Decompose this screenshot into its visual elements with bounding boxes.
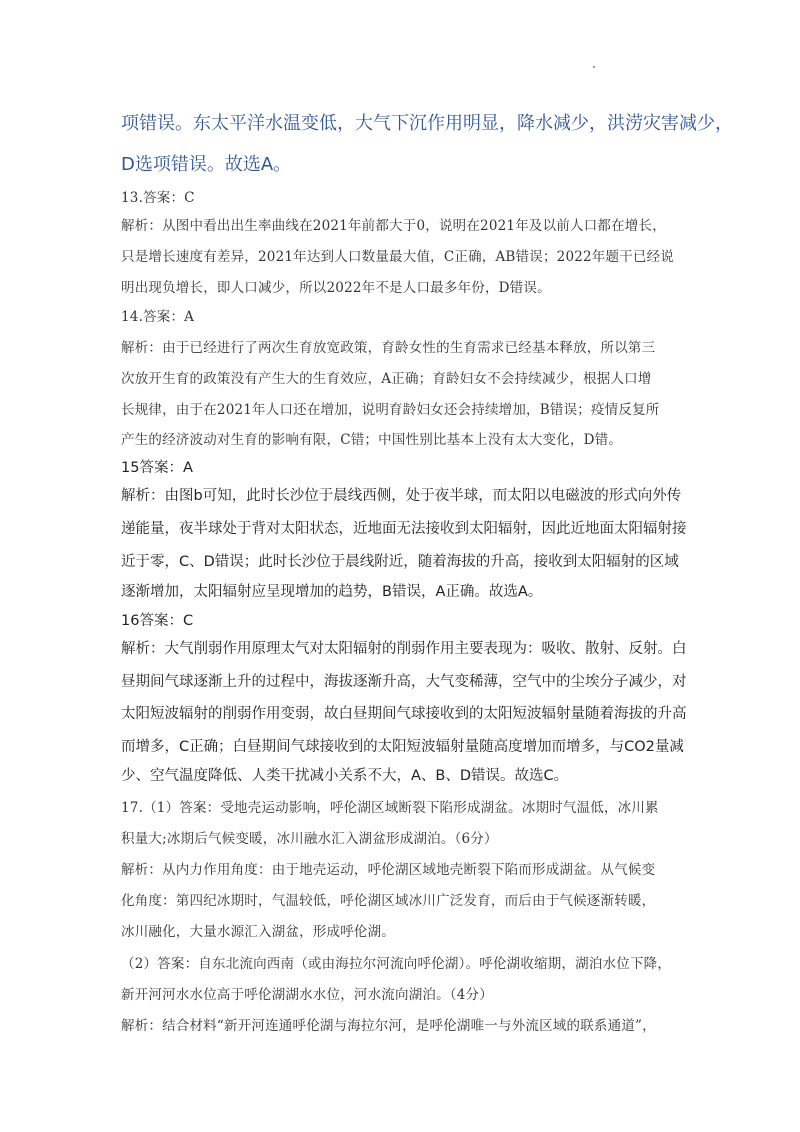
text-line: 而增多，C正确；白昼期间气球接收到的太阳短波辐射量随高度增加而增多，与CO2量减 <box>121 739 684 755</box>
text-line: 少、空气温度降低、人类干扰减小关系不大，A、B、D错误。故选C。 <box>121 768 569 784</box>
text-line: 明出现负增长，即人口减少，所以2022年不是人口最多年份，D错误。 <box>121 280 551 296</box>
text-line: 积量大;冰期后气候变暖，冰川融水汇入湖盆形成湖泊。（6分） <box>121 831 498 847</box>
answer-15-heading: 15答案：A <box>121 460 193 476</box>
text-line: 解析：由图b可知，此时长沙位于晨线西侧，处于夜半球，而太阳以电磁波的形式向外传 <box>121 488 682 504</box>
text-line: 项错误。东太平洋水温变低，大气下沉作用明显，降水减少，洪涝灾害减少， <box>121 113 733 134</box>
answer-14-heading: 14.答案：A <box>121 309 195 325</box>
page-dot <box>593 66 595 68</box>
text-line: 解析：从图中看出出生率曲线在2021年前都大于0，说明在2021年及以前人口都在增长， <box>121 218 666 234</box>
text-line: 只是增长速度有差异，2021年达到人口数量最大值，C正确，AB错误；2022年题干已经说 <box>121 249 675 265</box>
text-line: 解析：从内力作用角度：由于地壳运动，呼伦湖区域地壳断裂下陷而形成湖盆。从气候变 <box>121 862 656 878</box>
text-line: 长规律，由于在2021年人口还在增加，说明育龄妇女还会持续增加，B错误；疫情反复所 <box>121 402 660 418</box>
text-line: 次放开生育的政策没有产生大的生育效应，A正确；育龄妇女不会持续减少，根据人口增 <box>121 371 652 387</box>
text-line: 近于零，C、D错误；此时长沙位于晨线附近，随着海拔的升高，接收到太阳辐射的区域 <box>121 554 679 570</box>
answer-17-2-heading: （2）答案：自东北流向西南（或由海拉尔河流向呼伦湖）。呼伦湖收缩期，湖泊水位下降， <box>121 956 672 972</box>
text-line: 冰川融化，大量水源汇入湖盆，形成呼伦湖。 <box>121 924 395 940</box>
text-line: 解析：由于已经进行了两次生育放宽政策，育龄女性的生育需求已经基本释放，所以第三 <box>121 340 656 356</box>
text-line: 解析：大气削弱作用原理太气对太阳辐射的削弱作用主要表现为：吸收、散射、反射。白 <box>121 641 687 657</box>
text-line: D选项错误。故选A。 <box>121 154 292 175</box>
answer-16-heading: 16答案：C <box>121 613 194 629</box>
text-line: 化角度：第四纪冰期时，气温较低，呼伦湖区域冰川广泛发育，而后由于气候逐渐转暖， <box>121 893 656 909</box>
text-line: 解析：结合材料“新开河连通呼伦湖与海拉尔河，是呼伦湖唯一与外流区域的联系通道”， <box>121 1018 656 1034</box>
text-line: 递能量，夜半球处于背对太阳状态，近地面无法接收到太阳辐射，因此近地面太阳辐射接 <box>121 521 687 537</box>
text-line: 逐渐增加，太阳辐射应呈现增加的趋势，B错误，A正确。故选A。 <box>121 584 543 600</box>
text-line: 昼期间气球逐渐上升的过程中，海拔逐渐升高，大气变稀薄，空气中的尘埃分子减少，对 <box>121 674 687 690</box>
text-line: 太阳短波辐射的削弱作用变弱，故白昼期间气球接收到的太阳短波辐射量随着海拔的升高 <box>121 706 687 722</box>
answer-13-heading: 13.答案：C <box>121 190 195 206</box>
text-line: 新开河河水水位高于呼伦湖湖水水位，河水流向湖泊。（4分） <box>121 987 493 1003</box>
text-line: 产生的经济波动对生育的影响有限，C错；中国性别比基本上没有太大变化，D错。 <box>121 432 623 448</box>
answer-17-1-heading: 17.（1）答案：受地壳运动影响，呼伦湖区域断裂下陷形成湖盆。冰期时气温低，冰川累 <box>121 800 659 816</box>
